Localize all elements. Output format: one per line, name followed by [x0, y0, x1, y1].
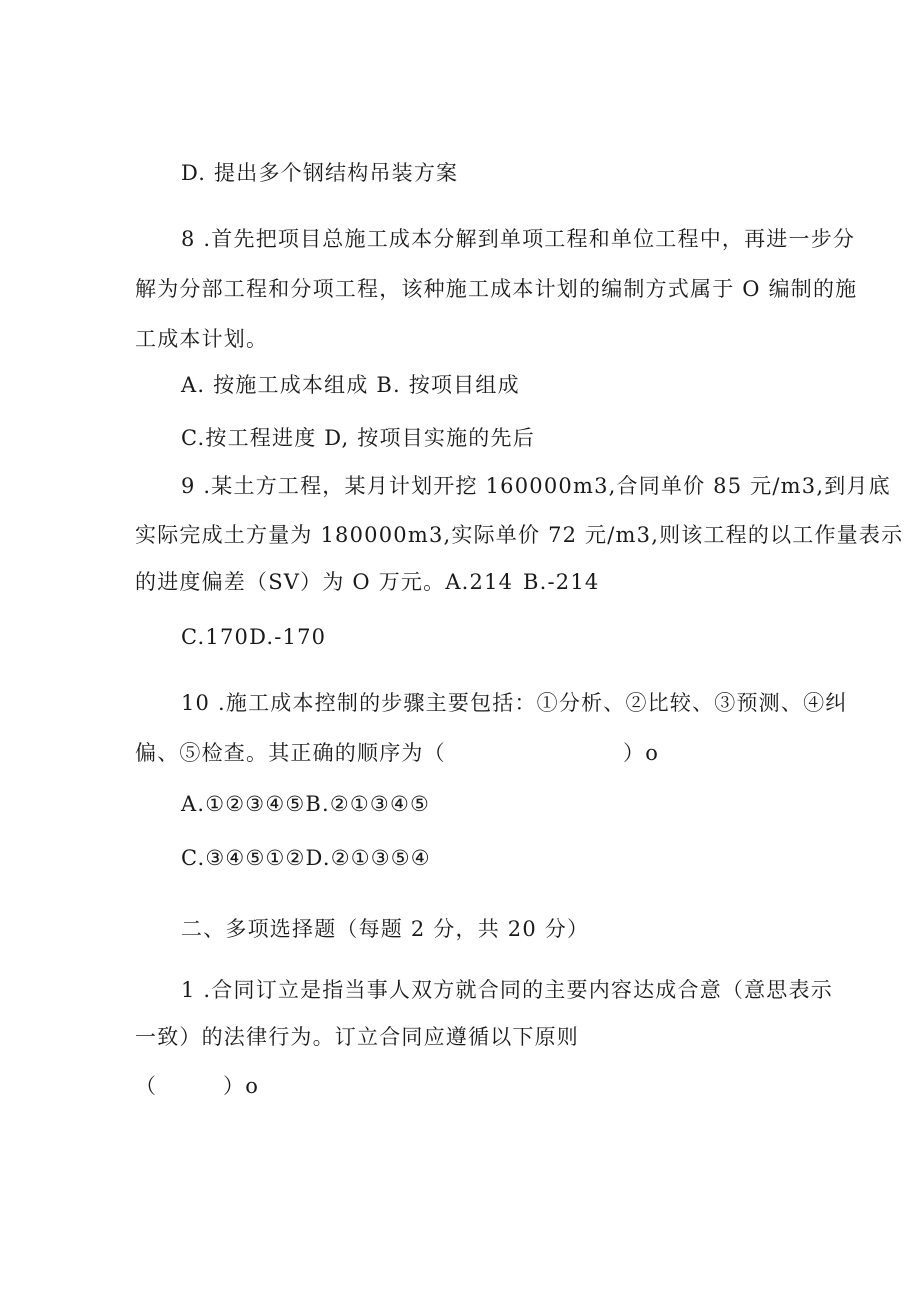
question-9-line-1: 9 .某土方工程，某月计划开挖 160000m3,合同单价 85 元/m3,到月底: [181, 474, 891, 498]
question-8-line-3: 工成本计划。: [135, 327, 269, 351]
question-10-options-ab: A.①②③④⑤B.②①③④⑤: [181, 792, 431, 816]
question-9-option-b: B.-214: [523, 570, 600, 594]
question-9-line-3: 的进度偏差（SV）为 O 万元。A.214: [135, 570, 514, 594]
mc-question-1-line-1: 1 .合同订立是指当事人双方就合同的主要内容达成合意（意思表示: [181, 978, 833, 1002]
mc-question-1-blank-open: （: [135, 1074, 158, 1098]
question-8-options-cd: C.按工程进度 D, 按项目实施的先后: [181, 426, 535, 450]
question-8-line-2: 解为分部工程和分项工程，该种施工成本计划的编制方式属于 O 编制的施: [135, 277, 858, 301]
mc-question-1-blank-close: ）o: [223, 1074, 260, 1098]
question-10-line-2: 偏、⑤检查。其正确的顺序为（: [135, 741, 446, 765]
question-9-options-cd: C.170D.-170: [181, 625, 327, 649]
mc-question-1-line-2: 一致）的法律行为。订立合同应遵循以下原则: [135, 1025, 579, 1049]
question-10-blank-close: ）o: [623, 741, 660, 765]
option-d-q7: D. 提出多个钢结构吊装方案: [181, 161, 459, 185]
section-heading-multiple-choice: 二、多项选择题（每题 2 分，共 20 分）: [181, 917, 590, 941]
question-10-options-cd: C.③④⑤①②D.②①③⑤④: [181, 846, 431, 870]
question-8-line-1: 8 .首先把项目总施工成本分解到单项工程和单位工程中，再进一步分: [181, 227, 856, 251]
question-8-options-ab: A. 按施工成本组成 B. 按项目组成: [181, 373, 520, 397]
question-9-line-2: 实际完成土方量为 180000m3,实际单价 72 元/m3,则该工程的以工作量表示: [135, 523, 904, 547]
question-10-line-1: 10 .施工成本控制的步骤主要包括：①分析、②比较、③预测、④纠: [181, 691, 848, 715]
